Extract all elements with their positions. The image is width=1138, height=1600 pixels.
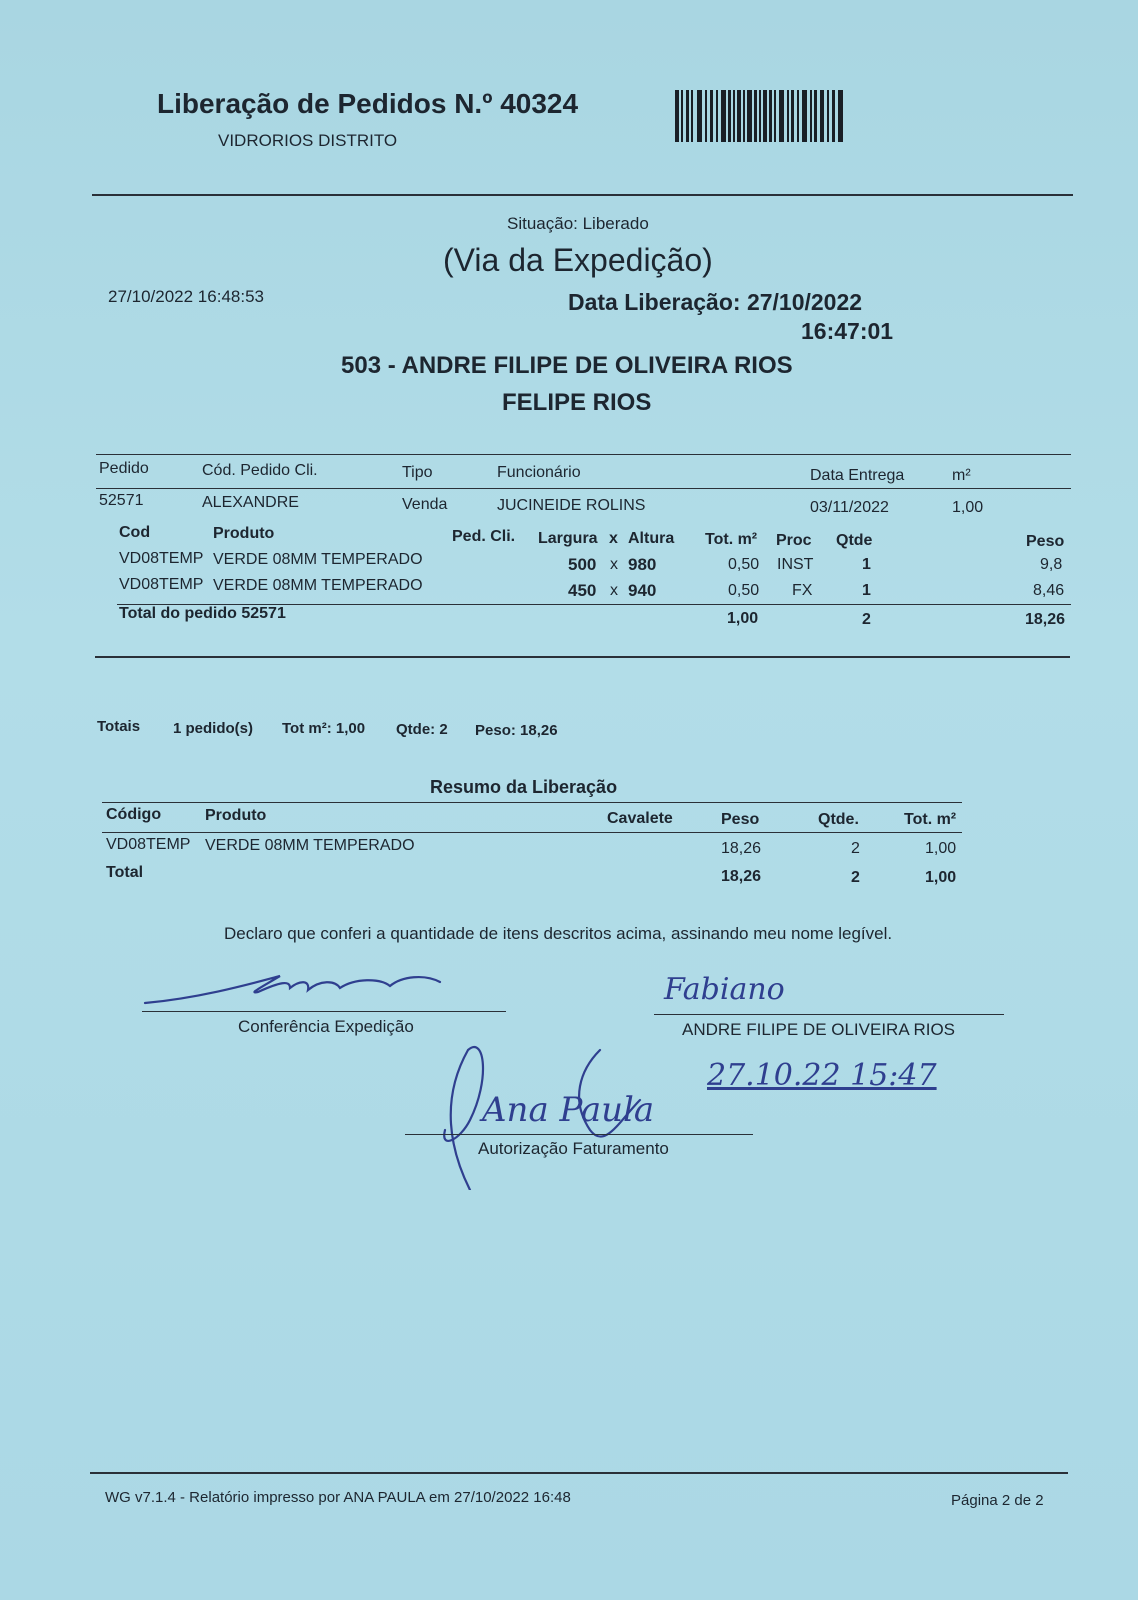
summary-col-tot-m2: Tot. m²: [904, 811, 957, 828]
summary-col-produto: Produto: [205, 807, 267, 824]
order-total-label: Total do pedido 52571: [119, 605, 286, 622]
footer-page-number: Página 2 de 2: [951, 1492, 1044, 1509]
header-divider: [92, 194, 1073, 196]
item-2-altura: 940: [628, 581, 657, 600]
item-1-peso: 9,8: [1040, 556, 1063, 573]
order-table-top-rule: [96, 454, 1071, 455]
item-2-proc: FX: [792, 582, 813, 599]
order-section-divider: [95, 656, 1070, 658]
order-client-code: ALEXANDRE: [202, 494, 299, 511]
summary-row-tot-m2: 1,00: [925, 840, 957, 857]
totals-qtde: Qtde: 2: [396, 721, 448, 738]
summary-header-rule: [102, 832, 962, 833]
document-title: Liberação de Pedidos N.º 40324: [157, 88, 579, 119]
col-m2: m²: [952, 467, 971, 484]
summary-row-produto: VERDE 08MM TEMPERADO: [205, 837, 415, 854]
item-2-peso: 8,46: [1033, 582, 1065, 599]
totals-peso: Peso: 18,26: [475, 722, 558, 739]
totals-orders: 1 pedido(s): [173, 720, 254, 737]
items-col-ped-cli: Ped. Cli.: [452, 528, 516, 545]
items-col-qtde: Qtde: [836, 532, 873, 549]
order-delivery-date: 03/11/2022: [810, 499, 889, 516]
authorization-label: Autorização Faturamento: [478, 1139, 669, 1158]
col-pedido: Pedido: [99, 460, 149, 477]
item-2-tot-m2: 0,50: [728, 582, 760, 599]
totals-label: Totais: [97, 718, 141, 735]
item-2-qtde: 1: [862, 582, 871, 599]
release-time: 16:47:01: [801, 318, 894, 344]
conference-signature-line: [142, 1011, 506, 1012]
items-col-produto: Produto: [213, 525, 275, 542]
col-tipo: Tipo: [402, 464, 433, 481]
order-total-m2: 1,00: [727, 610, 759, 627]
items-col-cod: Cod: [119, 524, 151, 541]
items-col-peso: Peso: [1026, 533, 1065, 550]
printed-datetime: 27/10/2022 16:48:53: [108, 287, 264, 306]
summary-col-peso: Peso: [721, 811, 760, 828]
situation-status: Situação: Liberado: [507, 214, 649, 233]
authorization-signature-line: [405, 1134, 753, 1135]
client-name: 503 - ANDRE FILIPE DE OLIVEIRA RIOS: [341, 352, 793, 379]
summary-total-qtde: 2: [851, 869, 860, 886]
item-2-largura: 450: [568, 581, 597, 600]
item-1-largura: 500: [568, 555, 597, 574]
item-1-cod: VD08TEMP: [119, 550, 204, 567]
items-col-proc: Proc: [776, 532, 812, 549]
order-employee: JUCINEIDE ROLINS: [497, 497, 646, 514]
handwritten-date: 27.10.22 15:47: [707, 1058, 937, 1093]
order-table-header-rule: [96, 488, 1071, 489]
order-number: 52571: [99, 492, 144, 509]
items-col-tot-m2: Tot. m²: [705, 531, 758, 548]
client-handwritten-signature: Fabiano: [664, 972, 785, 1007]
declaration-text: Declaro que conferi a quantidade de itens descritos acima, assinando meu nome legível.: [224, 924, 893, 943]
summary-col-qtde: Qtde.: [818, 811, 859, 828]
order-m2: 1,00: [952, 499, 984, 516]
item-2-cod: VD08TEMP: [119, 576, 204, 593]
item-1-proc: INST: [777, 556, 814, 573]
col-cod-pedido-cli: Cód. Pedido Cli.: [202, 462, 318, 479]
conference-label: Conferência Expedição: [238, 1017, 414, 1036]
conference-signature: [140, 970, 510, 1010]
authorization-handwritten-signature: Ana Paula: [482, 1090, 655, 1130]
client-alias: FELIPE RIOS: [502, 389, 652, 416]
copy-label: (Via da Expedição): [443, 242, 713, 278]
items-col-x: x: [609, 530, 618, 547]
items-col-altura: Altura: [628, 530, 675, 547]
summary-row-qtde: 2: [851, 840, 860, 857]
summary-total-label: Total: [106, 864, 144, 881]
totals-m2: Tot m²: 1,00: [282, 720, 366, 737]
summary-top-rule: [102, 802, 962, 803]
footer-divider: [90, 1472, 1068, 1474]
summary-title: Resumo da Liberação: [430, 777, 618, 797]
summary-total-tot-m2: 1,00: [925, 869, 957, 886]
barcode: [675, 90, 847, 142]
summary-col-codigo: Código: [106, 806, 162, 823]
client-signature-line: [654, 1014, 1004, 1015]
company-name: VIDRORIOS DISTRITO: [218, 131, 398, 150]
summary-row-codigo: VD08TEMP: [106, 836, 191, 853]
item-1-qtde: 1: [862, 556, 871, 573]
order-total-peso: 18,26: [1025, 611, 1066, 628]
item-2-x: x: [610, 582, 618, 599]
summary-row-peso: 18,26: [721, 840, 762, 857]
order-type: Venda: [402, 496, 448, 513]
item-2-produto: VERDE 08MM TEMPERADO: [213, 577, 423, 594]
order-total-qtde: 2: [862, 611, 871, 628]
item-1-tot-m2: 0,50: [728, 556, 760, 573]
item-1-x: x: [610, 556, 618, 573]
items-col-largura: Largura: [538, 530, 598, 547]
summary-total-peso: 18,26: [721, 868, 762, 885]
col-funcionario: Funcionário: [497, 464, 581, 481]
col-data-entrega: Data Entrega: [810, 467, 905, 484]
client-signature-label: ANDRE FILIPE DE OLIVEIRA RIOS: [682, 1020, 956, 1039]
item-1-produto: VERDE 08MM TEMPERADO: [213, 551, 423, 568]
footer-printed-by: WG v7.1.4 - Relatório impresso por ANA PAULA em 27/10/2022 16:48: [105, 1489, 571, 1506]
summary-col-cavalete: Cavalete: [607, 810, 673, 827]
release-date: Data Liberação: 27/10/2022: [568, 289, 863, 315]
item-1-altura: 980: [628, 555, 657, 574]
